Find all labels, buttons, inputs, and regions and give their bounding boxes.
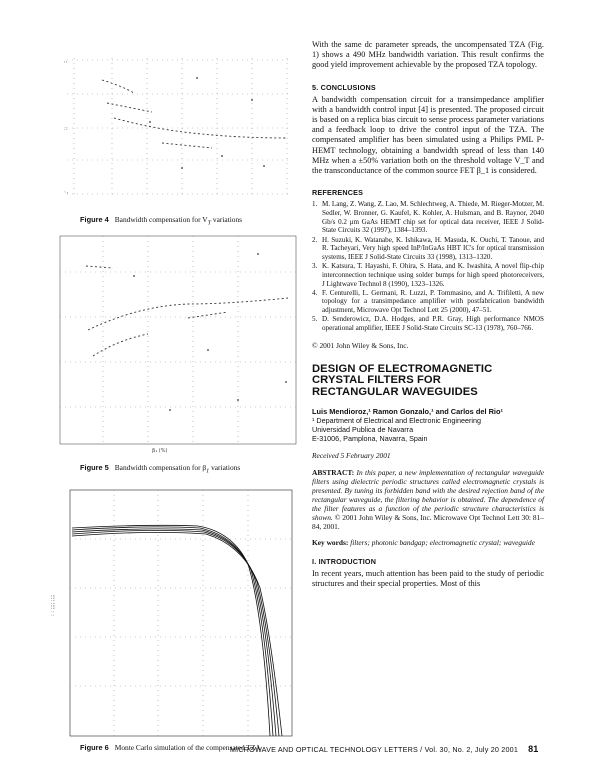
text-column (312, 40, 544, 590)
section-heading: I. INTRODUCTION (312, 557, 377, 567)
page-footer (230, 744, 539, 754)
figure-5-plot (58, 232, 298, 454)
reference-item: 4. F. Centurelli, L. Germani, R. Luzzi, P. Tommasino, and A. Trifiletti, A new topology for a transimpedance amplifier with postfabrication bandwidth adjustment, Microwave Opt Technol Lett 25 (2000), 47–51. (312, 288, 544, 315)
authors: Luis Mendioroz,¹ Ramon Gonzalo,¹ and Carlos del Rio¹ (312, 406, 503, 416)
figure-5-caption: Figure 5 Bandwidth compensation for $\beta_1$ variations (80, 463, 241, 475)
figure-label: Figure 6 (80, 743, 109, 752)
paragraph: In recent years, much attention has been paid to the study of periodic structures and their special properties. Most of this (312, 569, 544, 589)
reference-item: 3. K. Katsura, T. Hayashi, F. Ohira, S. Hata, and K. Iwashita, A novel flip-chip interconnection technique using solder bumps for high speed photoreceivers, J Lightwave Technol 8 (1990), 1323–1326. (312, 262, 544, 288)
abstract: ABSTRACT: In this paper, a new implementation of rectangular waveguide filters using dielectric periodic structures called electromagnetic crystals is presented. By tuning its forbidden band with the desired rejection band of the rectangular waveguide, the filtering behavior is obtained. The dependence of the filter features as a function of the periodic structure characteristics is shown. © 2001 John Wiley & Sons, Inc. Microwave Opt Technol Lett 30: 81–84, 2001. (312, 467, 544, 532)
svg-text:: : ;;;; ;;;;: : : ;;;; ;;;; (50, 594, 56, 616)
paragraph: With the same dc parameter spreads, the uncompensated TZA (Fig. 1) shows a 490 MHz bandwidth variation. This result confirms the good yield improvement achievable by the proposed TZA topology. (312, 40, 544, 70)
section-heading: REFERENCES (312, 188, 364, 198)
svg-text:::: :: (64, 126, 68, 132)
copyright: © 2001 John Wiley & Sons, Inc. (312, 340, 409, 350)
received-date: Received 5 February 2001 (312, 450, 391, 460)
figure-6-plot (50, 484, 298, 744)
article-title: DESIGN OF ELECTROMAGNETIC CRYSTAL FILTERS FOR RECTANGULAR WAVEGUIDES (312, 362, 493, 398)
page-number: 81 (528, 744, 539, 754)
section-heading: 5. CONCLUSIONS (312, 82, 376, 92)
svg-text:`': `' (64, 192, 68, 198)
reference-item: 2. H. Suzuki, K. Watanabe, K. Ishikawa, H. Masuda, K. Ouchi, T. Tanoue, and R. Tacheyari, Very high speed InP/InGaAs HBT IC's for optical transmission systems, IEEE J Solid-State Circuits 33 (1998), 1313–1320. (312, 235, 544, 261)
reference-item: 5. D. Senderowicz, D.A. Hodges, and P.R. Gray, High performance NMOS operational amplifier, IEEE J Solid-State Circuits SC-13 (1978), 760–766. (312, 315, 544, 333)
paragraph: A bandwidth compensation circuit for a transimpedance amplifier with a bandwidth control input [4] is presented. The proposed circuit is based on a replica bias circuit to sense process parameter variations and a feedback loop to drive the control input of the TZA. The compensated amplifier has been simulated using a Philips PML P-HEMT technology, obtaining a bandwidth spread of less than 140 MHz when a ±50% variation both on the threshold voltage V_T and the transconductance of the common source FET β_1 is considered. (312, 94, 544, 176)
figure-4-caption: Figure 4 Bandwidth compensation for $V_T$ variations (80, 215, 243, 227)
figure-4-plot (62, 48, 292, 206)
keywords: Key words: filters; photonic bandgap; electromagnetic crystal; waveguide (312, 538, 535, 548)
reference-item: 1. M. Lang, Z. Wang, Z. Lao, M. Schlechtweg, A. Thiede, M. Rieger-Motzer, M. Sedler, W. Bronner, G. Kaufel, K. Kohler, A. Hulsman, and B. Raynor, 2040 Gb/s 0.2 μm GaAs HEMT chip set for optical data receiver, IEEE J Solid-State Circuits 32 (1997), 1384–1393. (312, 200, 544, 235)
affiliation: ¹ Department of Electrical and Electronic Engineering Universidad Publica de Navarra E-31006, Pamplona, Navarra, Spain (312, 415, 481, 443)
figure-6-caption: Figure 6 Monte Carlo simulation of the compensated TZA (80, 743, 261, 752)
figure-label: Figure 4 (80, 215, 109, 224)
figure-label: Figure 5 (80, 463, 109, 472)
svg-text:,,: ,, (64, 58, 68, 64)
svg-text:β₁ (%): β₁ (%) (152, 448, 168, 454)
journal-name: MICROWAVE AND OPTICAL TECHNOLOGY LETTERS / Vol. 30, No. 2, July 20 2001 (230, 745, 519, 754)
reference-list (312, 200, 544, 333)
